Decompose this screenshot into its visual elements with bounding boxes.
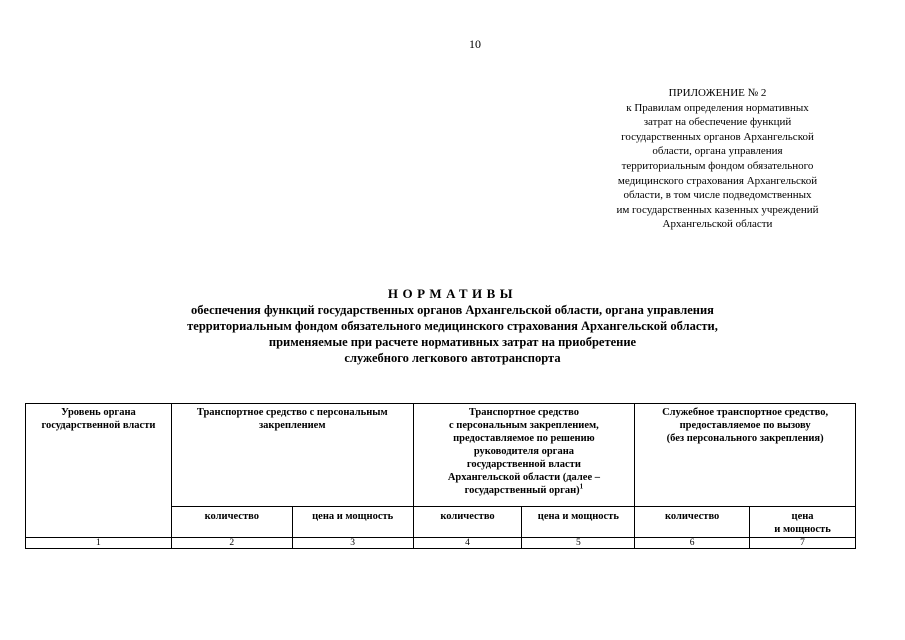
subheader-price-power: цена и мощность	[522, 507, 635, 538]
header-authority-level: Уровень органа государственной власти	[26, 404, 172, 538]
header-personal-vehicle: Транспортное средство с персональным закреплением	[171, 404, 413, 507]
column-number: 4	[413, 538, 522, 549]
title-line: служебного легкового автотранспорта	[344, 351, 561, 365]
appendix-line: медицинского страхования Архангельской	[617, 174, 818, 187]
appendix-line: Архангельской области	[662, 218, 773, 231]
appendix-line: затрат на обеспечение функций	[643, 116, 792, 129]
column-number: 3	[292, 538, 413, 549]
column-number: 7	[750, 538, 856, 549]
appendix-title: ПРИЛОЖЕНИЕ № 2	[668, 87, 767, 99]
norms-table	[25, 403, 856, 549]
subheader-quantity: количество	[413, 507, 522, 538]
subheader-price-power: цена и мощность	[750, 507, 856, 538]
document-title	[0, 286, 905, 366]
title-line: применяемые при расчете нормативных затрат на приобретение	[268, 335, 637, 349]
title-heading: НОРМАТИВЫ	[387, 286, 518, 301]
header-personal-vehicle-by-decision: Транспортное средство с персональным закреплением, предоставляемое по решению руководителя органа государственной власти Архангельской области (далее – государственный орган)$^1$	[413, 404, 635, 507]
appendix-line: территориальным фондом обязательного	[621, 159, 814, 172]
appendix-line: области, органа управления	[652, 145, 783, 158]
appendix-line: области, в том числе подведомственных	[623, 189, 812, 202]
subheader-quantity: количество	[635, 507, 750, 538]
title-line: обеспечения функций государственных органов Архангельской области, органа управления	[191, 303, 714, 317]
appendix-block	[590, 86, 845, 232]
table-header-row	[26, 404, 856, 507]
appendix-line: к Правилам определения нормативных	[626, 101, 809, 114]
subheader-quantity: количество	[171, 507, 292, 538]
column-number: 5	[522, 538, 635, 549]
appendix-line: им государственных казенных учреждений	[616, 203, 819, 216]
subheader-price-power: цена и мощность	[292, 507, 413, 538]
column-number: 6	[635, 538, 750, 549]
column-number-row	[26, 538, 856, 549]
title-line: территориальным фондом обязательного медицинского страхования Архангельской области,	[187, 319, 718, 333]
column-number: 2	[171, 538, 292, 549]
footnote-marker: 1	[579, 482, 584, 491]
page-number: 10	[469, 37, 481, 51]
column-number: 1	[26, 538, 172, 549]
header-on-call-vehicle: Служебное транспортное средство, предоставляемое по вызову (без персонального закрепления)	[635, 404, 856, 507]
appendix-line: государственных органов Архангельской	[621, 130, 814, 143]
